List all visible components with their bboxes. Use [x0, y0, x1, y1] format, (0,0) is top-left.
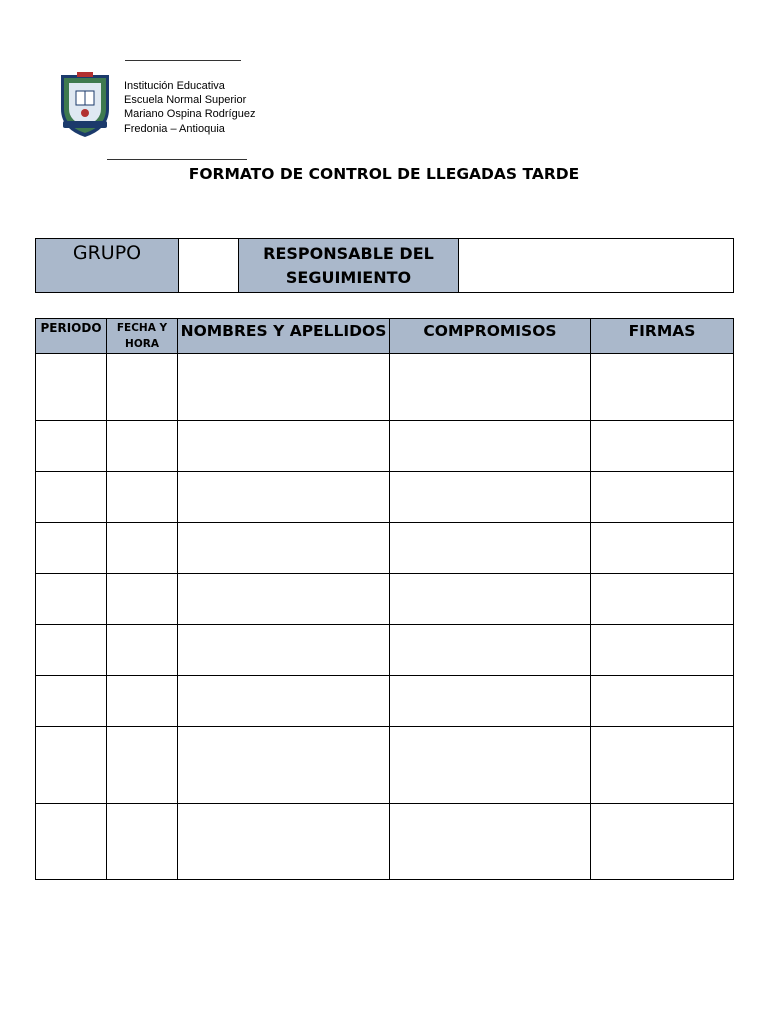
table-row [36, 676, 734, 727]
firmas-cell[interactable] [591, 574, 734, 625]
fecha-hora-cell[interactable] [107, 676, 178, 727]
firmas-cell[interactable] [591, 421, 734, 472]
firmas-cell[interactable] [591, 354, 734, 421]
nombres-cell[interactable] [178, 676, 390, 727]
table-row [36, 523, 734, 574]
column-header-periodo [36, 319, 107, 354]
compromisos-cell[interactable] [390, 676, 591, 727]
column-header-firmas-text: FIRMAS [628, 322, 696, 340]
group-value-field[interactable] [179, 239, 239, 293]
periodo-cell[interactable] [36, 625, 107, 676]
column-header-compromisos [390, 319, 591, 354]
top-signature-line [125, 60, 241, 61]
compromisos-cell[interactable] [390, 574, 591, 625]
responsible-label [239, 239, 459, 293]
firmas-cell[interactable] [591, 727, 734, 804]
compromisos-cell[interactable] [390, 354, 591, 421]
periodo-cell[interactable] [36, 804, 107, 880]
fecha-hora-cell[interactable] [107, 354, 178, 421]
nombres-cell[interactable] [178, 472, 390, 523]
fecha-hora-cell[interactable] [107, 804, 178, 880]
nombres-cell[interactable] [178, 625, 390, 676]
periodo-cell[interactable] [36, 354, 107, 421]
fecha-hora-cell[interactable] [107, 472, 178, 523]
fecha-hora-cell[interactable] [107, 625, 178, 676]
fecha-hora-cell[interactable] [107, 727, 178, 804]
table-row [36, 804, 734, 880]
column-header-nombres-text: NOMBRES Y APELLIDOS [180, 322, 387, 340]
nombres-cell[interactable] [178, 523, 390, 574]
late-arrivals-table [35, 318, 734, 880]
column-header-nombres [178, 319, 390, 354]
nombres-cell[interactable] [178, 421, 390, 472]
table-row [36, 574, 734, 625]
compromisos-cell[interactable] [390, 625, 591, 676]
table-row [36, 625, 734, 676]
table-row [36, 472, 734, 523]
compromisos-cell[interactable] [390, 804, 591, 880]
column-header-fecha-line-1: FECHA Y [116, 322, 168, 334]
responsible-label-line-1: RESPONSABLE DEL [263, 243, 434, 263]
column-header-compromisos-text: COMPROMISOS [423, 322, 557, 340]
table-row [36, 354, 734, 421]
responsible-label-line-2: SEGUIMIENTO [285, 267, 412, 287]
periodo-cell[interactable] [36, 676, 107, 727]
compromisos-cell[interactable] [390, 523, 591, 574]
compromisos-cell[interactable] [390, 727, 591, 804]
school-crest-logo [57, 71, 113, 139]
fecha-hora-cell[interactable] [107, 421, 178, 472]
fecha-hora-cell[interactable] [107, 523, 178, 574]
compromisos-cell[interactable] [390, 421, 591, 472]
periodo-cell[interactable] [36, 421, 107, 472]
firmas-cell[interactable] [591, 804, 734, 880]
bottom-signature-line [107, 159, 247, 160]
column-header-fecha-hora [107, 319, 178, 354]
institution-name-line-2: Escuela Normal Superior [124, 94, 247, 106]
nombres-cell[interactable] [178, 574, 390, 625]
nombres-cell[interactable] [178, 804, 390, 880]
column-header-firmas [591, 319, 734, 354]
institution-location: Fredonia – Antioquia [124, 123, 225, 135]
periodo-cell[interactable] [36, 523, 107, 574]
group-label-text: GRUPO [72, 242, 142, 264]
institution-name-line-1: Institución Educativa [124, 80, 225, 92]
column-header-fecha-line-2: HORA [125, 338, 159, 350]
responsible-value-field[interactable] [459, 239, 734, 293]
nombres-cell[interactable] [178, 727, 390, 804]
firmas-cell[interactable] [591, 676, 734, 727]
firmas-cell[interactable] [591, 523, 734, 574]
firmas-cell[interactable] [591, 625, 734, 676]
late-arrivals-table-body [36, 354, 734, 880]
column-header-periodo-text: PERIODO [40, 321, 102, 335]
group-label [36, 239, 179, 293]
compromisos-cell[interactable] [390, 472, 591, 523]
fecha-hora-cell[interactable] [107, 574, 178, 625]
table-row [36, 421, 734, 472]
institution-name-line-3: Mariano Ospina Rodríguez [124, 108, 256, 120]
document-title: FORMATO DE CONTROL DE LLEGADAS TARDE [188, 165, 580, 183]
table-row [36, 727, 734, 804]
group-info-table [35, 238, 734, 293]
periodo-cell[interactable] [36, 472, 107, 523]
periodo-cell[interactable] [36, 727, 107, 804]
periodo-cell[interactable] [36, 574, 107, 625]
nombres-cell[interactable] [178, 354, 390, 421]
firmas-cell[interactable] [591, 472, 734, 523]
